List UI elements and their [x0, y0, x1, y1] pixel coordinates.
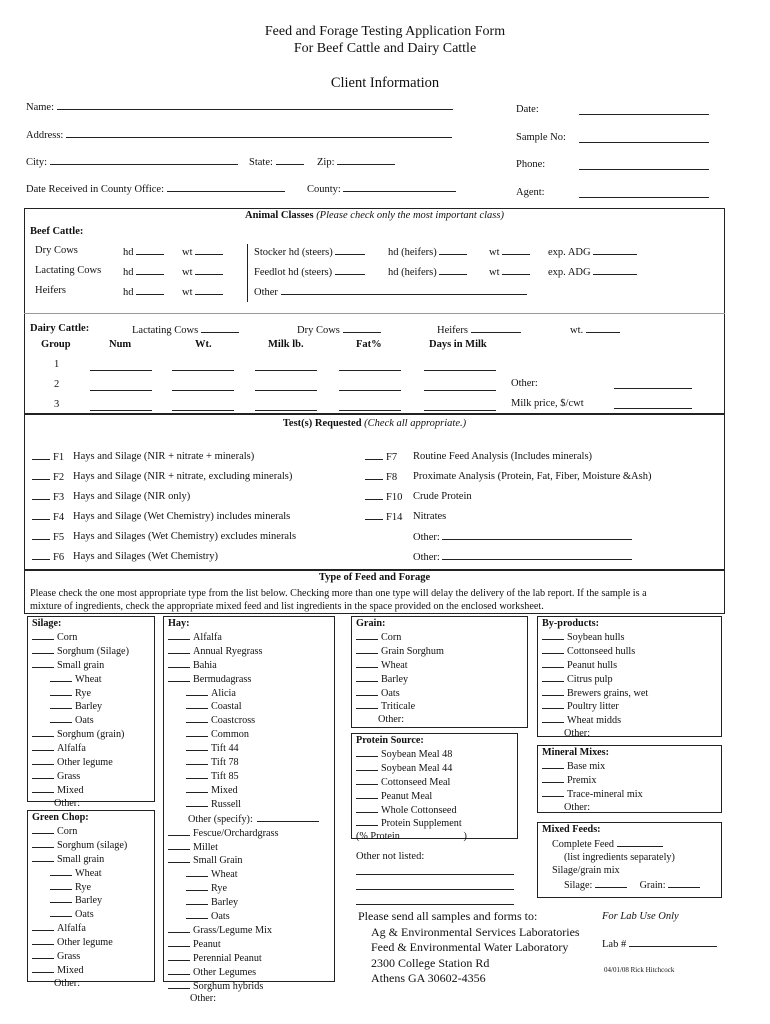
silage-rye-option[interactable]: Rye [32, 687, 129, 701]
hay-list [168, 618, 319, 1006]
test-f6-option[interactable]: F6 [32, 551, 64, 563]
silage-barley-option[interactable]: Barley [32, 700, 129, 714]
feed-instructions-2: mixture of ingredients, check the appropriate mixed feed and list ingredients in the space provided on the enclosed worksheet. [30, 601, 544, 612]
other-not-listed-line-1[interactable] [356, 865, 514, 875]
group-cell[interactable] [172, 361, 234, 371]
group-cell[interactable] [90, 401, 152, 411]
hay-tift-78-option[interactable]: Tift 78 [168, 756, 319, 770]
hay-sorghum-hybrids-option[interactable]: Sorghum hybrids [168, 980, 319, 994]
phone-input[interactable] [579, 160, 709, 170]
revision-note: 04/01/08 Rick Hitchcock [604, 966, 675, 974]
sample-no-input[interactable] [579, 133, 709, 143]
hay-grass-legume-mix-option[interactable]: Grass/Legume Mix [168, 924, 319, 938]
group-number: 3 [54, 399, 60, 410]
test-f7-option[interactable]: F7 [365, 451, 397, 463]
group-cell[interactable] [255, 361, 317, 371]
group-cell[interactable] [255, 401, 317, 411]
beef-row-hd[interactable]: hd [123, 245, 164, 258]
hay-small-grain-option[interactable]: Small Grain [168, 854, 319, 868]
byproducts-list [542, 618, 648, 741]
stocker-heifers[interactable]: hd (heifers) [388, 245, 467, 258]
city-field[interactable]: City: [26, 155, 238, 168]
grain-corn-option[interactable]: Corn [356, 631, 444, 645]
grain-list [356, 618, 444, 727]
silage-oats-option[interactable]: Oats [32, 714, 129, 728]
green-chop-alfalfa-option[interactable]: Alfalfa [32, 922, 127, 936]
hay-bermudagrass-option[interactable]: Bermudagrass [168, 673, 319, 687]
protein-cottonseed-meal-option[interactable]: Cottonseed Meal [356, 776, 467, 790]
other-beef-row[interactable]: Other [254, 285, 527, 298]
feed-type-heading: Type of Feed and Forage [318, 572, 431, 583]
silage-small-grain-option[interactable]: Small grain [32, 659, 129, 673]
hay-tift-85-option[interactable]: Tift 85 [168, 770, 319, 784]
form-title: Feed and Forage Testing Application Form [264, 24, 506, 39]
hay-annual-ryegrass-option[interactable]: Annual Ryegrass [168, 645, 319, 659]
beef-cattle-label: Beef Cattle: [30, 226, 84, 237]
mineral-trace-mineral-mix-option[interactable]: Trace-mineral mix [542, 788, 643, 802]
col-num: Num [109, 339, 132, 350]
grain-triticale-option[interactable]: Triticale [356, 700, 444, 714]
lab-use-only: For Lab Use Only [602, 911, 679, 922]
hay-other-legumes-option[interactable]: Other Legumes [168, 966, 319, 980]
col-wt: Wt. [195, 339, 212, 350]
hay-other-option[interactable]: Other: [190, 993, 217, 1005]
beef-divider [247, 244, 248, 302]
grain-other-option[interactable]: Other: [378, 714, 405, 726]
green-chop-list [32, 812, 127, 991]
test-f2-option[interactable]: F2 [32, 471, 64, 483]
dairy-lactating[interactable]: Lactating Cows [132, 323, 239, 336]
hay-wheat-option[interactable]: Wheat [168, 868, 319, 882]
mineral-list [542, 747, 643, 815]
beef-row-hd[interactable]: hd [123, 265, 164, 278]
dairy-other-input[interactable] [614, 379, 692, 389]
green-chop-rye-option[interactable]: Rye [32, 881, 127, 895]
other-not-listed: Other not listed: [356, 851, 425, 862]
mineral-other-option[interactable]: Other: [564, 801, 591, 813]
beef-row-hd[interactable]: hd [123, 285, 164, 298]
beef-row-wt[interactable]: wt [182, 245, 223, 258]
hay-bahia-option[interactable]: Bahia [168, 659, 319, 673]
feedlot-row[interactable]: Feedlot hd (steers) [254, 265, 365, 278]
dairy-wt[interactable]: wt. [570, 323, 620, 336]
tests-heading: Test(s) Requested (Check all appropriate.) [282, 418, 467, 429]
hay-alfalfa-option[interactable]: Alfalfa [168, 631, 319, 645]
green-chop-title: Green Chop: [32, 812, 89, 823]
protein-list [356, 735, 467, 844]
silage-other-option[interactable]: Other: [54, 797, 81, 809]
test-f14-option[interactable]: F14 [365, 511, 402, 523]
stocker-adg[interactable]: exp. ADG [548, 245, 637, 258]
test-f8-desc: Proximate Analysis (Protein, Fat, Fiber, Moisture &Ash) [413, 471, 652, 482]
date-received-field[interactable]: Date Received in County Office: [26, 182, 285, 195]
phone-label: Phone: [516, 159, 546, 170]
hay-fescue-orchardgrass-option[interactable]: Fescue/Orchardgrass [168, 827, 319, 841]
group-cell[interactable] [424, 381, 496, 391]
silage-grass-option[interactable]: Grass [32, 770, 129, 784]
group-cell[interactable] [424, 401, 496, 411]
group-cell[interactable] [172, 381, 234, 391]
hay-tift-44-option[interactable]: Tift 44 [168, 742, 319, 756]
mixed-list [542, 824, 700, 893]
protein-soybean-meal-44-option[interactable]: Soybean Meal 44 [356, 762, 467, 776]
lab-number-field[interactable]: Lab # [602, 937, 717, 950]
test-f3-option[interactable]: F3 [32, 491, 64, 503]
protein-whole-cottonseed-option[interactable]: Whole Cottonseed [356, 804, 467, 818]
milk-price-input[interactable] [614, 399, 692, 409]
hay-millet-option[interactable]: Millet [168, 841, 319, 855]
grain-wheat-option[interactable]: Wheat [356, 659, 444, 673]
silage-wheat-option[interactable]: Wheat [32, 673, 129, 687]
green-chop-small-grain-option[interactable]: Small grain [32, 853, 127, 867]
send-block [358, 909, 580, 987]
test-f4-desc: Hays and Silage (Wet Chemistry) includes minerals [73, 511, 291, 522]
hay-perennial-peanut-option[interactable]: Perennial Peanut [168, 952, 319, 966]
mineral-title: Mineral Mixes: [542, 747, 610, 758]
test-f6-desc: Hays and Silages (Wet Chemistry) [73, 551, 218, 562]
byproducts-title: By-products: [542, 618, 599, 629]
green-chop-oats-option[interactable]: Oats [32, 908, 127, 922]
sample-no-label: Sample No: [516, 132, 566, 143]
feedlot-wt[interactable]: wt [489, 265, 530, 278]
county-field[interactable]: County: [307, 182, 456, 195]
silage-sorghum-grain-option[interactable]: Sorghum (grain) [32, 728, 129, 742]
stocker-row[interactable]: Stocker hd (steers) [254, 245, 365, 258]
beef-row-label: Heifers [35, 285, 66, 296]
test-f4-option[interactable]: F4 [32, 511, 64, 523]
grain-oats-option[interactable]: Oats [356, 687, 444, 701]
zip-field[interactable]: Zip: [317, 155, 395, 168]
silage-alfalfa-option[interactable]: Alfalfa [32, 742, 129, 756]
grain-title: Grain: [356, 618, 386, 629]
group-cell[interactable] [339, 401, 401, 411]
hay-mixed-option[interactable]: Mixed [168, 784, 319, 798]
hay-other-specify-option[interactable]: Other (specify): [168, 812, 319, 827]
protein-soybean-meal-48-option[interactable]: Soybean Meal 48 [356, 748, 467, 762]
hay-barley-option[interactable]: Barley [168, 896, 319, 910]
date-input[interactable] [579, 105, 709, 115]
col-milk: Milk lb. [268, 339, 304, 350]
col-fat: Fat% [356, 339, 382, 350]
green-chop-other-legume-option[interactable]: Other legume [32, 936, 127, 950]
state-field[interactable]: State: [249, 155, 304, 168]
protein-title: Protein Source: [356, 735, 424, 746]
dairy-other-label: Other: [511, 378, 538, 389]
send-line: Please send all samples and forms to: [358, 909, 538, 923]
byproduct-poultry-litter-option[interactable]: Poultry litter [542, 700, 648, 714]
silage-other-legume-option[interactable]: Other legume [32, 756, 129, 770]
mixed-title: Mixed Feeds: [542, 824, 601, 835]
silage-grain-fields[interactable]: Silage: Grain: [542, 878, 700, 893]
group-cell[interactable] [424, 361, 496, 371]
tests-other-2[interactable]: Other: [413, 550, 632, 563]
grain-grain-sorghum-option[interactable]: Grain Sorghum [356, 645, 444, 659]
hay-common-option[interactable]: Common [168, 728, 319, 742]
green-chop-barley-option[interactable]: Barley [32, 894, 127, 908]
test-f7-desc: Routine Feed Analysis (Includes minerals) [413, 451, 593, 462]
date-label: Date: [516, 104, 539, 115]
silage-grain-mix: Silage/grain mix [552, 864, 620, 876]
animal-classes-heading: Animal Classes (Please check only the most important class) [245, 210, 504, 221]
test-f1-desc: Hays and Silage (NIR + nitrate + minerals) [73, 451, 255, 462]
tests-other-1[interactable]: Other: [413, 530, 632, 543]
stocker-wt[interactable]: wt [489, 245, 530, 258]
silage-list [32, 618, 129, 811]
group-cell[interactable] [255, 381, 317, 391]
test-f1-option[interactable]: F1 [32, 451, 64, 463]
grain-barley-option[interactable]: Barley [356, 673, 444, 687]
agent-label: Agent: [516, 187, 545, 198]
col-group: Group [41, 339, 71, 350]
group-number: 2 [54, 379, 60, 390]
milk-price-label: Milk price, $/cwt [511, 398, 584, 409]
feedlot-heifers[interactable]: hd (heifers) [388, 265, 467, 278]
address-field[interactable]: Address: [26, 128, 452, 141]
group-cell[interactable] [90, 361, 152, 371]
hay-coastal-option[interactable]: Coastal [168, 700, 319, 714]
group-number: 1 [54, 359, 60, 370]
agent-input[interactable] [579, 188, 709, 198]
byproduct-brewers-grains-wet-option[interactable]: Brewers grains, wet [542, 687, 648, 701]
address-line-2: Athens GA 30602-4356 [371, 971, 486, 985]
silage-mixed-option[interactable]: Mixed [32, 784, 129, 798]
list-ingredients: (list ingredients separately) [564, 851, 675, 863]
test-f14-desc: Nitrates [413, 511, 447, 522]
silage-corn-option[interactable]: Corn [32, 631, 129, 645]
feedlot-adg[interactable]: exp. ADG [548, 265, 637, 278]
col-days: Days in Milk [429, 339, 487, 350]
beef-row-label: Dry Cows [35, 245, 78, 256]
lab-line-2: Feed & Environmental Water Laboratory [371, 940, 569, 954]
green-chop-wheat-option[interactable]: Wheat [32, 867, 127, 881]
dairy-cattle-label: Dairy Cattle: [30, 323, 90, 334]
test-f8-option[interactable]: F8 [365, 471, 397, 483]
other-not-listed-line-3[interactable] [356, 895, 514, 905]
client-info-heading: Client Information [330, 75, 440, 91]
protein-peanut-meal-option[interactable]: Peanut Meal [356, 790, 467, 804]
test-f5-desc: Hays and Silages (Wet Chemistry) excludes minerals [73, 531, 297, 542]
beef-row-wt[interactable]: wt [182, 285, 223, 298]
test-f2-desc: Hays and Silage (NIR + nitrate, excluding minerals) [73, 471, 293, 482]
hay-peanut-option[interactable]: Peanut [168, 938, 319, 952]
name-field[interactable]: Name: [26, 100, 453, 113]
hay-rye-option[interactable]: Rye [168, 882, 319, 896]
byproduct-other-option[interactable]: Other: [564, 728, 591, 740]
form-subtitle: For Beef Cattle and Dairy Cattle [293, 41, 477, 56]
dairy-heifers[interactable]: Heifers [437, 323, 521, 336]
beef-row-label: Lactating Cows [35, 265, 102, 276]
group-cell[interactable] [172, 401, 234, 411]
green-chop-grass-option[interactable]: Grass [32, 950, 127, 964]
address-line-1: 2300 College Station Rd [371, 955, 490, 970]
green-chop-other-option[interactable]: Other: [54, 977, 81, 989]
byproduct-wheat-midds-option[interactable]: Wheat midds [542, 714, 648, 728]
green-chop-sorghum-silage-option[interactable]: Sorghum (silage) [32, 839, 127, 853]
animal-divider [24, 313, 725, 314]
hay-alicia-option[interactable]: Alicia [168, 687, 319, 701]
hay-coastcross-option[interactable]: Coastcross [168, 714, 319, 728]
test-f10-option[interactable]: F10 [365, 491, 402, 503]
dairy-dry[interactable]: Dry Cows [297, 323, 381, 336]
lab-line-1: Ag & Environmental Services Laboratories [371, 924, 580, 939]
mineral-premix-option[interactable]: Premix [542, 774, 643, 788]
hay-oats-option[interactable]: Oats [168, 910, 319, 924]
test-f3-desc: Hays and Silage (NIR only) [73, 491, 191, 502]
byproduct-citrus-pulp-option[interactable]: Citrus pulp [542, 673, 648, 687]
complete-feed[interactable]: Complete Feed [542, 837, 700, 852]
silage-title: Silage: [32, 618, 62, 629]
green-chop-corn-option[interactable]: Corn [32, 825, 127, 839]
group-cell[interactable] [339, 361, 401, 371]
test-f5-option[interactable]: F5 [32, 531, 64, 543]
hay-title: Hay: [168, 618, 190, 629]
byproduct-peanut-hulls-option[interactable]: Peanut hulls [542, 659, 648, 673]
group-cell[interactable] [90, 381, 152, 391]
other-not-listed-line-2[interactable] [356, 880, 514, 890]
hay-russell-option[interactable]: Russell [168, 798, 319, 812]
green-chop-mixed-option[interactable]: Mixed [32, 964, 127, 978]
mineral-base-mix-option[interactable]: Base mix [542, 760, 643, 774]
protein-protein-option[interactable]: (% Protein ) [356, 831, 467, 843]
beef-row-wt[interactable]: wt [182, 265, 223, 278]
feed-instructions-1: Please check the one most appropriate type from the list below. Checking more than one type will delay the delivery of the lab report. If the sample is a [30, 588, 647, 599]
test-f10-desc: Crude Protein [413, 491, 472, 502]
group-cell[interactable] [339, 381, 401, 391]
silage-sorghum-silage-option[interactable]: Sorghum (Silage) [32, 645, 129, 659]
byproduct-soybean-hulls-option[interactable]: Soybean hulls [542, 631, 648, 645]
byproduct-cottonseed-hulls-option[interactable]: Cottonseed hulls [542, 645, 648, 659]
protein-protein-supplement-option[interactable]: Protein Supplement [356, 817, 467, 831]
